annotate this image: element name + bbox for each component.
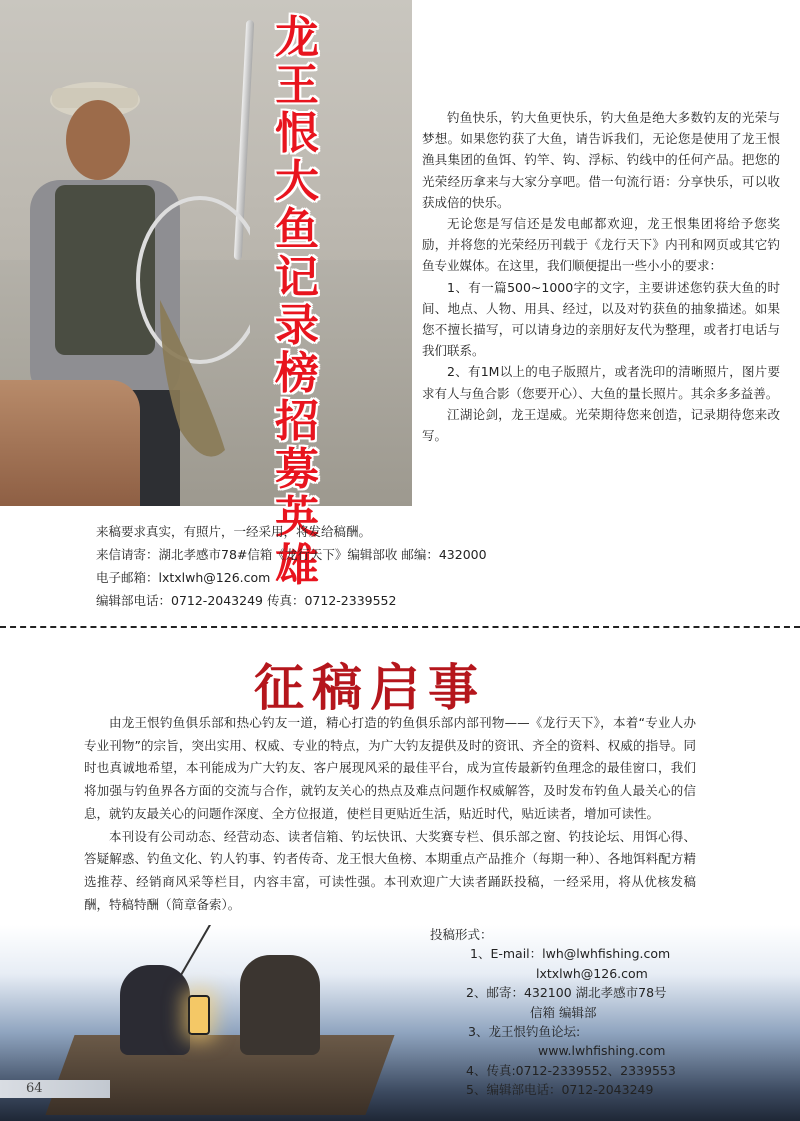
dashed-divider [0, 626, 800, 628]
contact-email: 1、E-mail：lwh@lwhfishing.com [470, 946, 671, 962]
title-char: 恨 [275, 108, 319, 159]
call-for-papers-body [84, 712, 696, 916]
submission-methods [430, 925, 790, 1100]
vertical-title [270, 14, 324, 590]
article-paragraph: 2、有1M以上的电子版照片，或者洗印的清晰照片，图片要求有人与鱼合影（您要开心）、大鱼的量长照片。其余多多益善。 [422, 364, 780, 401]
body-paragraph: 本刊设有公司动态、经营动态、读者信箱、钓坛快讯、大奖赛专栏、俱乐部之窗、钓技论坛、用饵心得、答疑解惑、钓鱼文化、钓人钓事、钓者传奇、龙王恨大鱼榜、本期重点产品推介（每期一种）、各地饵料配方精选推荐、经销商风采等栏目，内容丰富，可读性强。本刊欢迎广大读者踊跃投稿，一经采用，将从优核发稿酬，特稿特酬（简章备索）。 [84, 828, 696, 912]
title-char: 大 [275, 156, 319, 207]
contact-forum-url: www.lwhfishing.com [538, 1043, 666, 1059]
hero-photo [0, 0, 412, 506]
article-paragraph: 无论您是写信还是发电邮都欢迎，龙王恨集团将给予您奖励，并将您的光荣经历刊载于《龙行天下》内刊和网页或其它钓鱼专业媒体。在这里，我们顺便提出一些小小的要求： [422, 216, 780, 274]
article-paragraph: 1、有一篇500~1000字的文字，主要讲述您钓获大鱼的时间、地点、人物、用具、经过，以及对钓获鱼的抽象描述。如果您不擅长描写，可以请身边的亲朋好友代为整理，或者打电话与我们联系。 [422, 279, 780, 359]
mailing-address: 来信请寄：湖北孝感市78#信箱《龙行天下》编辑部收 邮编：432000 [96, 547, 487, 562]
contact-mail: 2、邮寄：432100 湖北孝感市78号 [466, 985, 667, 1001]
title-char: 录 [275, 300, 319, 351]
article-text [422, 107, 780, 446]
title-char: 龙 [275, 12, 319, 63]
boat-hull [0, 380, 140, 506]
body-paragraph: 由龙王恨钓鱼俱乐部和热心钓友一道，精心打造的钓鱼俱乐部内部刊物——《龙行天下》，本着“专业人办专业刊物”的宗旨，突出实用、权威、专业的特点，为广大钓友提供及时的资讯、齐全的资料、权威的指导。同时也真诚地希望，本刊能成为广大钓友、客户展现风采的最佳平台，成为宣传最新钓鱼理念的最佳窗口，我们将加强与钓鱼界各方面的交流与合作，就钓友关心的热点及难点问题作权威解答，及时发布钓鱼人最关心的信息，就钓友最关心的问题作深度、全方位报道，使栏目更贴近生活，贴近时代，贴近读者，增加可读性。 [84, 715, 696, 821]
email-address: 电子邮箱：lxtxlwh@126.com [96, 570, 271, 585]
contact-phone: 5、编辑部电话：0712-2043249 [466, 1082, 654, 1098]
title-char: 募 [275, 444, 319, 495]
page-number-bar [0, 1080, 110, 1098]
lantern-icon [188, 995, 210, 1035]
wooden-pier [45, 1035, 394, 1115]
title-char: 英 [275, 492, 319, 543]
title-char: 鱼 [275, 204, 319, 255]
contact-heading: 投稿形式： [430, 927, 493, 942]
article-paragraph: 江湖论剑，龙王逞威。光荣期待您来创造，记录期待您来改写。 [422, 406, 780, 444]
title-char: 王 [275, 60, 319, 111]
title-char: 招 [275, 396, 319, 447]
seated-angler-left [120, 965, 190, 1055]
phone-fax: 编辑部电话：0712-2043249 传真：0712-2339552 [96, 593, 397, 608]
title-char: 记 [275, 252, 319, 303]
contact-fax: 4、传真:0712-2339552、2339553 [466, 1062, 676, 1078]
contact-email-alt: lxtxlwh@126.com [536, 965, 648, 981]
title-char: 榜 [275, 348, 319, 399]
contact-mail-line2: 信箱 编辑部 [530, 1004, 597, 1020]
page-number: 64 [26, 1081, 43, 1096]
contact-forum: 3、龙王恨钓鱼论坛: [468, 1024, 581, 1040]
page-title: 征稿启事 [254, 658, 486, 717]
note-line: 来稿要求真实，有照片，一经采用，将发给稿酬。 [96, 524, 372, 539]
article-paragraph: 钓鱼快乐，钓大鱼更快乐，钓大鱼是绝大多数钓友的光荣与梦想。如果您钓获了大鱼，请告诉我们，无论您是使用了龙王恨渔具集团的鱼饵、钓竿、钩、浮标、钓线中的任何产品。把您的光荣经历拿来与大家分享吧。借一句流行语：分享快乐，可以收获成倍的快乐。 [422, 110, 780, 210]
seated-angler-right [240, 955, 320, 1055]
submission-notes [96, 520, 487, 612]
title-char: 雄 [275, 540, 319, 591]
